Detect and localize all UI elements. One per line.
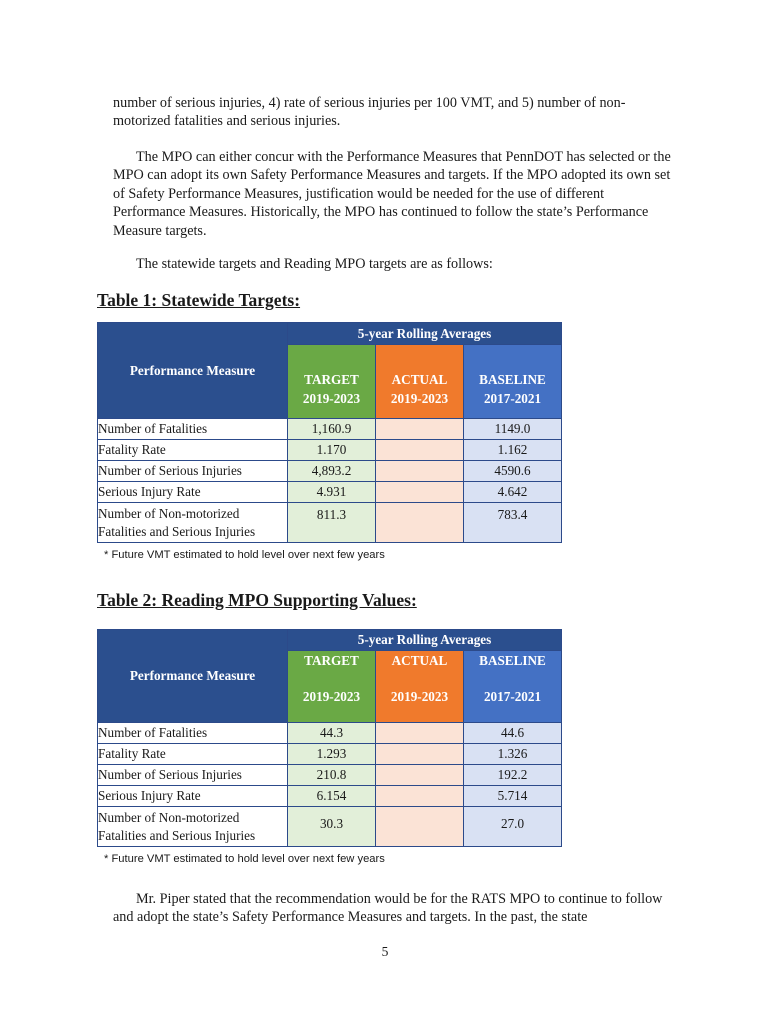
actual-cell: [376, 461, 464, 482]
measure-cell: Number of Fatalities: [98, 419, 288, 440]
table2-footnote: * Future VMT estimated to hold level over next few years: [104, 853, 385, 865]
table2-header-rolling: 5-year Rolling Averages: [288, 630, 562, 651]
table2-header-actual: ACTUAL: [376, 651, 464, 672]
baseline-cell: 4.642: [464, 482, 562, 503]
table1-actual-years: 2019-2023: [390, 390, 449, 406]
table-row: [98, 419, 562, 440]
measure-cell: Fatality Rate: [98, 744, 288, 765]
table1-title: Table 1: Statewide Targets:: [97, 290, 301, 310]
baseline-cell: 44.6: [464, 723, 562, 744]
measure-cell: [98, 807, 288, 847]
table-row: [98, 786, 562, 807]
table2-header-actual-years: 2019-2023: [376, 672, 464, 723]
table1-target-label: TARGET: [304, 371, 359, 387]
table1-actual-label: ACTUAL: [391, 371, 448, 387]
baseline-cell: 4590.6: [464, 461, 562, 482]
actual-cell: [376, 723, 464, 744]
table-row: [98, 723, 562, 744]
page-number: 5: [381, 944, 389, 959]
table2-header-baseline: BASELINE: [464, 651, 562, 672]
closing-paragraph: Mr. Piper stated that the recommendation would be for the RATS MPO to continue to follow and adopt the state’s Safety Performance Measures and targets. In the past, the state: [113, 891, 663, 926]
table1-header-target: [288, 345, 376, 419]
table1-footnote: * Future VMT estimated to hold level over next few years: [104, 549, 385, 561]
table2-header-target: TARGET: [288, 651, 376, 672]
table2-reading-mpo-values: [97, 629, 562, 847]
measure-cell: Serious Injury Rate: [98, 786, 288, 807]
measure-cell: Number of Serious Injuries: [98, 765, 288, 786]
target-cell: 210.8: [288, 765, 376, 786]
target-cell: 4.931: [288, 482, 376, 503]
measure-line-1: Number of Non-motorized: [98, 809, 240, 825]
target-cell: 4,893.2: [288, 461, 376, 482]
table-row: [98, 744, 562, 765]
target-cell: 1.293: [288, 744, 376, 765]
table2-header-target-years: 2019-2023: [288, 672, 376, 723]
intro-paragraph-2: The MPO can either concur with the Performance Measures that PennDOT has selected or the MPO can adopt its own Safety Performance Measures and targets. If the MPO adopted its own set of Safety Performance Measures, justification would be needed for the use of different Performance Measures. Historically, the MPO has continued to follow the state’s Performance Measure targets.: [113, 149, 671, 239]
table1-header-measure: Performance Measure: [98, 323, 288, 419]
table1-header-actual: [376, 345, 464, 419]
target-cell: 1,160.9: [288, 419, 376, 440]
table-row: [98, 503, 562, 543]
table2-title: Table 2: Reading MPO Supporting Values:: [97, 590, 417, 610]
table1-baseline-label: BASELINE: [479, 371, 546, 387]
actual-cell: [376, 786, 464, 807]
actual-cell: [376, 482, 464, 503]
target-cell: 44.3: [288, 723, 376, 744]
measure-cell: Number of Fatalities: [98, 723, 288, 744]
table-row: [98, 461, 562, 482]
intro-paragraph-3: The statewide targets and Reading MPO targets are as follows:: [136, 256, 493, 272]
measure-line-2: Fatalities and Serious Injuries: [98, 827, 256, 843]
intro-line-1: number of serious injuries, 4) rate of serious injuries per 100 VMT, and 5) number of non-: [113, 95, 626, 111]
table-row: [98, 440, 562, 461]
baseline-cell: 192.2: [464, 765, 562, 786]
target-cell: 6.154: [288, 786, 376, 807]
table1-target-years: 2019-2023: [302, 390, 361, 406]
intro-line-2: motorized fatalities and serious injuries.: [113, 113, 341, 129]
measure-cell: Fatality Rate: [98, 440, 288, 461]
measure-line-2: Fatalities and Serious Injuries: [98, 523, 256, 539]
table1-header-baseline: [464, 345, 562, 419]
table-row: [98, 807, 562, 847]
baseline-cell: 5.714: [464, 786, 562, 807]
target-cell: 811.3: [288, 503, 376, 543]
target-cell: 1.170: [288, 440, 376, 461]
actual-cell: [376, 765, 464, 786]
table1-statewide-targets: [97, 322, 562, 543]
table1-baseline-years: 2017-2021: [483, 390, 542, 406]
measure-cell: Number of Serious Injuries: [98, 461, 288, 482]
measure-cell: Serious Injury Rate: [98, 482, 288, 503]
baseline-cell: 1.162: [464, 440, 562, 461]
actual-cell: [376, 419, 464, 440]
measure-cell: [98, 503, 288, 543]
actual-cell: [376, 744, 464, 765]
actual-cell: [376, 503, 464, 543]
table2-header-baseline-years: 2017-2021: [464, 672, 562, 723]
table1-header-rolling: 5-year Rolling Averages: [288, 323, 562, 345]
baseline-cell: 1149.0: [464, 419, 562, 440]
table-row: [98, 482, 562, 503]
table-row: [98, 765, 562, 786]
actual-cell: [376, 440, 464, 461]
measure-line-1: Number of Non-motorized: [98, 505, 240, 521]
baseline-cell: 1.326: [464, 744, 562, 765]
baseline-cell: 783.4: [464, 503, 562, 543]
baseline-cell: 27.0: [464, 807, 562, 847]
target-cell: 30.3: [288, 807, 376, 847]
actual-cell: [376, 807, 464, 847]
table2-header-measure: Performance Measure: [98, 630, 288, 723]
